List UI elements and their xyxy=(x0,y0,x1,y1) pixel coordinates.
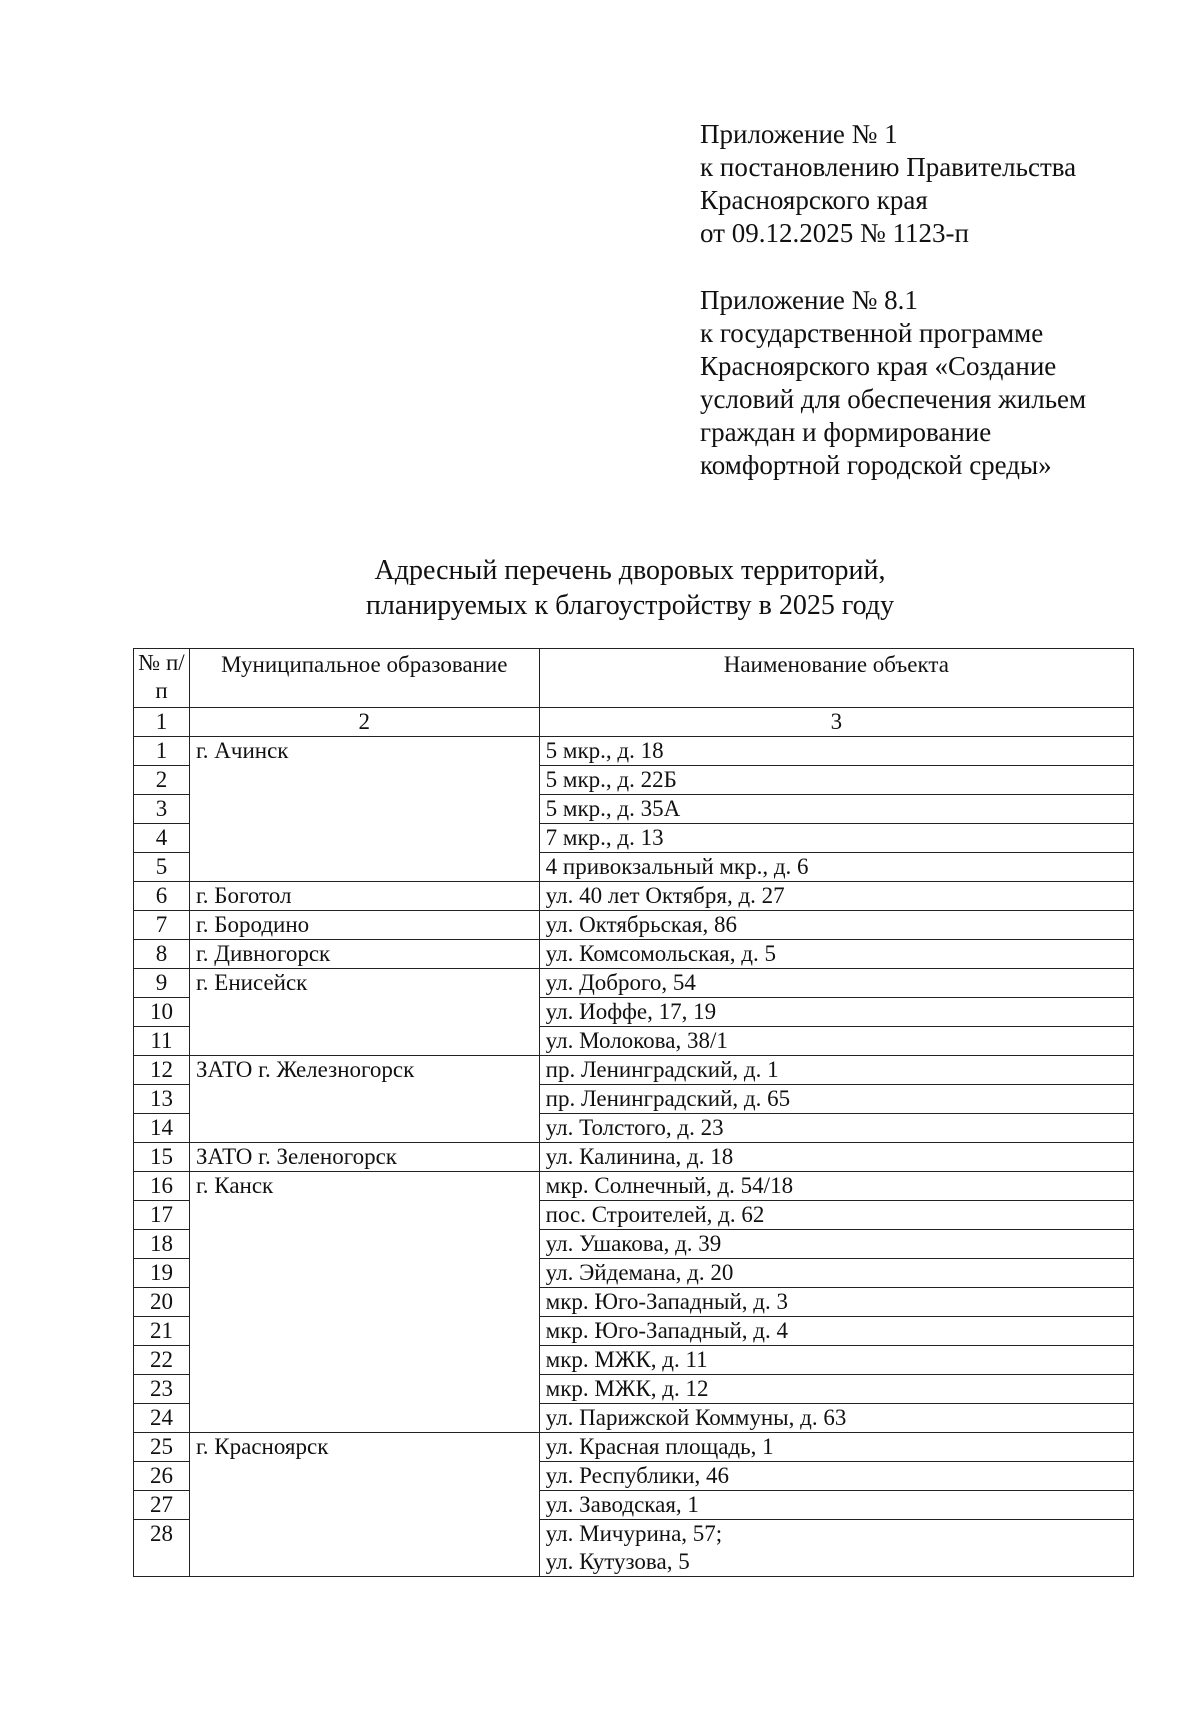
table-row xyxy=(134,969,1134,998)
row-number: 21 xyxy=(134,1317,190,1346)
row-number: 22 xyxy=(134,1346,190,1375)
object-name: мкр. Юго-Западный, д. 3 xyxy=(545,1289,788,1314)
municipality-cell: г. Ачинск xyxy=(189,737,539,882)
column-number-1: 1 xyxy=(134,708,190,737)
document-title-line-1: Адресный перечень дворовых территорий, xyxy=(374,555,886,586)
row-number: 24 xyxy=(134,1404,190,1433)
object-name: ул. Толстого, д. 23 xyxy=(545,1115,724,1140)
object-name: мкр. МЖК, д. 11 xyxy=(545,1347,708,1372)
object-name: ул. Республики, 46 xyxy=(545,1463,730,1488)
appendix-8-1-line: к государственной программе xyxy=(700,318,1044,348)
table-row xyxy=(134,737,1134,766)
appendix-8-1-line: Приложение № 8.1 xyxy=(700,285,918,315)
row-number: 7 xyxy=(134,911,190,940)
table-body xyxy=(134,737,1134,1577)
column-number-2: 2 xyxy=(189,708,539,737)
table-row xyxy=(134,911,1134,940)
object-cell xyxy=(539,795,1133,824)
object-cell xyxy=(539,1172,1133,1201)
object-cell xyxy=(539,1288,1133,1317)
object-cell xyxy=(539,1114,1133,1143)
row-number: 20 xyxy=(134,1288,190,1317)
object-name: мкр. МЖК, д. 12 xyxy=(545,1376,709,1401)
appendix-8-1-line: комфортной городской среды» xyxy=(700,450,1052,480)
object-name: ул. Кутузова, 5 xyxy=(545,1549,690,1574)
header-municipality: Муниципальное образование xyxy=(189,649,539,708)
object-cell xyxy=(539,969,1133,998)
municipality-cell: г. Енисейск xyxy=(189,969,539,1056)
appendix-1-header xyxy=(700,118,1076,250)
object-cell xyxy=(539,1027,1133,1056)
row-number: 2 xyxy=(134,766,190,795)
appendix-1-line: от 09.12.2025 № 1123-п xyxy=(700,218,969,248)
header-number: № п/п xyxy=(134,649,190,708)
appendix-8-1-line: граждан и формирование xyxy=(700,417,992,447)
object-cell xyxy=(539,940,1133,969)
object-name: пр. Ленинградский, д. 1 xyxy=(545,1057,779,1082)
address-list-table xyxy=(133,648,1134,1577)
row-number: 25 xyxy=(134,1433,190,1462)
row-number: 16 xyxy=(134,1172,190,1201)
column-number-3: 3 xyxy=(539,708,1133,737)
row-number: 23 xyxy=(134,1375,190,1404)
row-number: 12 xyxy=(134,1056,190,1085)
row-number: 14 xyxy=(134,1114,190,1143)
object-name: 7 мкр., д. 13 xyxy=(545,825,664,850)
object-name: ул. Иоффе, 17, 19 xyxy=(545,999,717,1024)
appendix-1-line: Приложение № 1 xyxy=(700,119,898,149)
row-number: 18 xyxy=(134,1230,190,1259)
row-number: 4 xyxy=(134,824,190,853)
appendix-1-line: Красноярского края xyxy=(700,185,928,215)
object-cell xyxy=(539,1085,1133,1114)
object-cell xyxy=(539,1259,1133,1288)
object-name: ул. Ушакова, д. 39 xyxy=(545,1231,722,1256)
object-name: мкр. Юго-Западный, д. 4 xyxy=(545,1318,788,1343)
object-cell xyxy=(539,853,1133,882)
object-name: ул. Красная площадь, 1 xyxy=(545,1434,774,1459)
table-row xyxy=(134,1143,1134,1172)
object-cell xyxy=(539,766,1133,795)
object-cell xyxy=(539,1520,1133,1577)
document-title xyxy=(0,553,1200,623)
object-name: мкр. Солнечный, д. 54/18 xyxy=(545,1173,794,1198)
municipality-cell: г. Бородино xyxy=(189,911,539,940)
object-name: ул. Калинина, д. 18 xyxy=(545,1144,734,1169)
object-cell xyxy=(539,911,1133,940)
row-number: 11 xyxy=(134,1027,190,1056)
object-cell xyxy=(539,1143,1133,1172)
row-number: 9 xyxy=(134,969,190,998)
object-cell xyxy=(539,1462,1133,1491)
row-number: 13 xyxy=(134,1085,190,1114)
object-name: ул. Октябрьская, 86 xyxy=(545,912,737,937)
row-number: 10 xyxy=(134,998,190,1027)
object-cell xyxy=(539,998,1133,1027)
object-name: 5 мкр., д. 22Б xyxy=(545,767,677,792)
object-name: ул. Эйдемана, д. 20 xyxy=(545,1260,734,1285)
object-cell xyxy=(539,1056,1133,1085)
table-row xyxy=(134,882,1134,911)
table-header-row xyxy=(134,649,1134,708)
object-cell xyxy=(539,1404,1133,1433)
municipality-cell: г. Боготол xyxy=(189,882,539,911)
municipality-cell: ЗАТО г. Железногорск xyxy=(189,1056,539,1143)
object-name: ул. Молокова, 38/1 xyxy=(545,1028,728,1053)
appendix-8-1-line: Красноярского края «Создание xyxy=(700,351,1057,381)
object-name: ул. Доброго, 54 xyxy=(545,970,696,995)
appendix-1-line: к постановлению Правительства xyxy=(700,152,1077,182)
appendix-8-1-header xyxy=(700,284,1086,482)
object-cell xyxy=(539,1317,1133,1346)
table-row xyxy=(134,1056,1134,1085)
object-cell xyxy=(539,1375,1133,1404)
object-name: ул. Комсомольская, д. 5 xyxy=(545,941,776,966)
object-name: 4 привокзальный мкр., д. 6 xyxy=(545,854,809,879)
row-number: 19 xyxy=(134,1259,190,1288)
row-number: 26 xyxy=(134,1462,190,1491)
object-cell xyxy=(539,882,1133,911)
row-number: 28 xyxy=(134,1520,190,1577)
object-name: ул. 40 лет Октября, д. 27 xyxy=(545,883,785,908)
table-row xyxy=(134,940,1134,969)
table-row xyxy=(134,1433,1134,1462)
table-row xyxy=(134,1172,1134,1201)
document-title-line-2: планируемых к благоустройству в 2025 году xyxy=(365,590,895,621)
row-number: 27 xyxy=(134,1491,190,1520)
object-cell xyxy=(539,824,1133,853)
header-object: Наименование объекта xyxy=(539,649,1133,708)
column-numbers-row xyxy=(134,708,1134,737)
object-name: пр. Ленинградский, д. 65 xyxy=(545,1086,791,1111)
row-number: 17 xyxy=(134,1201,190,1230)
object-cell xyxy=(539,737,1133,766)
object-cell xyxy=(539,1491,1133,1520)
municipality-cell: г. Канск xyxy=(189,1172,539,1433)
row-number: 8 xyxy=(134,940,190,969)
object-name: ул. Заводская, 1 xyxy=(545,1492,699,1517)
row-number: 15 xyxy=(134,1143,190,1172)
appendix-8-1-line: условий для обеспечения жильем xyxy=(700,384,1087,414)
object-name: ул. Парижской Коммуны, д. 63 xyxy=(545,1405,847,1430)
object-cell xyxy=(539,1433,1133,1462)
row-number: 6 xyxy=(134,882,190,911)
municipality-cell: г. Дивногорск xyxy=(189,940,539,969)
row-number: 5 xyxy=(134,853,190,882)
object-name: пос. Строителей, д. 62 xyxy=(545,1202,765,1227)
object-cell xyxy=(539,1346,1133,1375)
municipality-cell: ЗАТО г. Зеленогорск xyxy=(189,1143,539,1172)
object-cell xyxy=(539,1230,1133,1259)
object-name: ул. Мичурина, 57; xyxy=(545,1521,723,1546)
object-name: 5 мкр., д. 35А xyxy=(545,796,681,821)
row-number: 3 xyxy=(134,795,190,824)
object-cell xyxy=(539,1201,1133,1230)
object-name: 5 мкр., д. 18 xyxy=(545,738,664,763)
municipality-cell: г. Красноярск xyxy=(189,1433,539,1577)
row-number: 1 xyxy=(134,737,190,766)
